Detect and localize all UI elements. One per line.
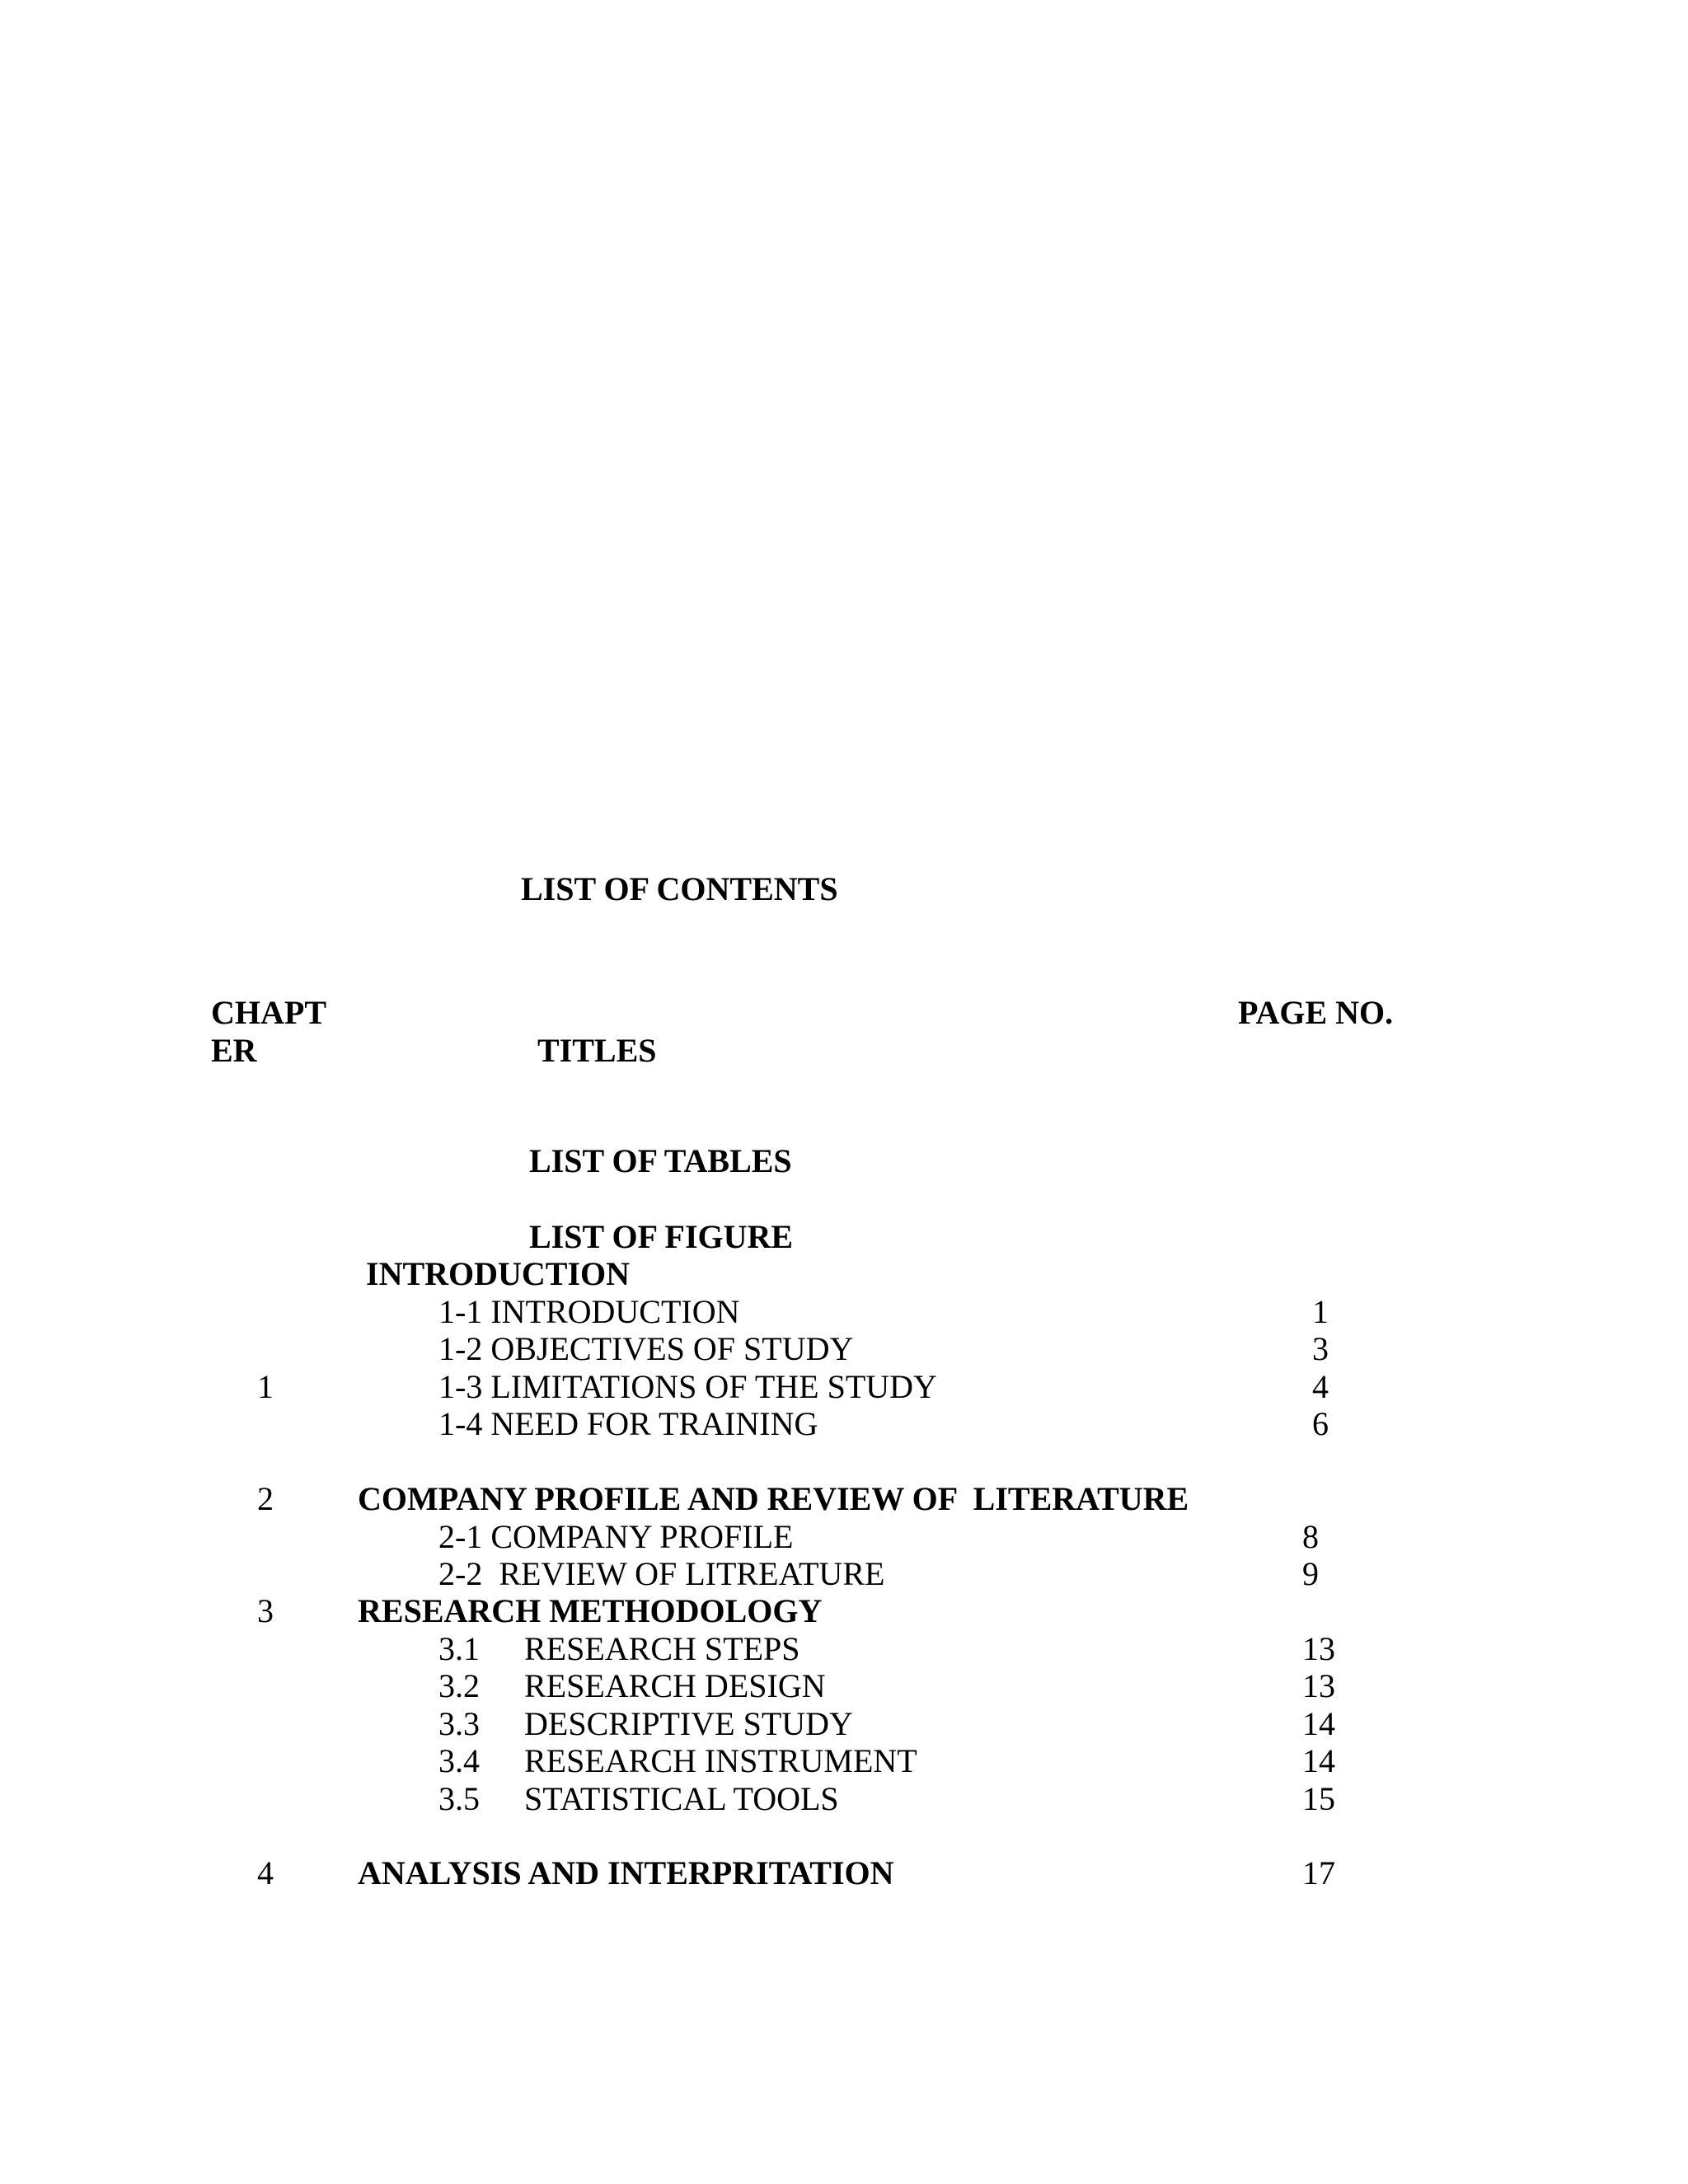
section-title: RESEARCH DESIGN	[524, 1667, 826, 1704]
section-page: 8	[1302, 1518, 1319, 1555]
section-title: DESCRIPTIVE STUDY	[524, 1705, 853, 1742]
section-number: 3.2	[438, 1667, 480, 1704]
section-page: 14	[1302, 1742, 1335, 1779]
list-of-tables: LIST OF TABLES	[529, 1142, 792, 1179]
section-title: 2-2 REVIEW OF LITREATURE	[438, 1555, 885, 1592]
chapter-number: 3	[257, 1592, 274, 1629]
section-page: 15	[1302, 1780, 1335, 1817]
section-page: 1	[1312, 1293, 1329, 1330]
section-title: RESEARCH INSTRUMENT	[524, 1742, 917, 1779]
section-title: 2-1 COMPANY PROFILE	[438, 1518, 794, 1555]
chapter-number: 4	[257, 1854, 274, 1891]
titles-header: TITLES	[537, 1032, 657, 1069]
chapter-title: INTRODUCTION	[366, 1255, 631, 1292]
chapter-title: ANALYSIS AND INTERPRITATION	[358, 1854, 894, 1891]
section-title: 1-1 INTRODUCTION	[438, 1293, 740, 1330]
section-page: 6	[1312, 1405, 1329, 1442]
chapter-header: CHAPT	[211, 994, 326, 1031]
page-title: LIST OF CONTENTS	[521, 870, 838, 907]
chapter-title: RESEARCH METHODOLOGY	[358, 1592, 823, 1629]
section-title: 1-3 LIMITATIONS OF THE STUDY	[438, 1368, 937, 1405]
section-page: 13	[1302, 1667, 1335, 1704]
chapter-page: 17	[1302, 1854, 1335, 1891]
section-number: 3.5	[438, 1780, 480, 1817]
section-page: 9	[1302, 1555, 1319, 1592]
section-page: 4	[1312, 1368, 1329, 1405]
section-number: 3.1	[438, 1630, 480, 1667]
list-of-figure: LIST OF FIGURE	[529, 1218, 794, 1255]
chapter-number: 2	[257, 1480, 274, 1517]
section-page: 14	[1302, 1705, 1335, 1742]
section-page: 3	[1312, 1330, 1329, 1367]
section-number: 3.4	[438, 1742, 480, 1779]
chapter-header-wrap: ER	[211, 1032, 257, 1069]
section-title: RESEARCH STEPS	[524, 1630, 800, 1667]
chapter-number: 1	[257, 1368, 274, 1405]
section-title: STATISTICAL TOOLS	[524, 1780, 839, 1817]
section-page: 13	[1302, 1630, 1335, 1667]
section-title: 1-4 NEED FOR TRAINING	[438, 1405, 818, 1442]
section-number: 3.3	[438, 1705, 480, 1742]
chapter-title: COMPANY PROFILE AND REVIEW OF LITERATURE	[358, 1480, 1189, 1517]
section-title: 1-2 OBJECTIVES OF STUDY	[438, 1330, 854, 1367]
page-no-header: PAGE NO.	[1238, 994, 1394, 1031]
